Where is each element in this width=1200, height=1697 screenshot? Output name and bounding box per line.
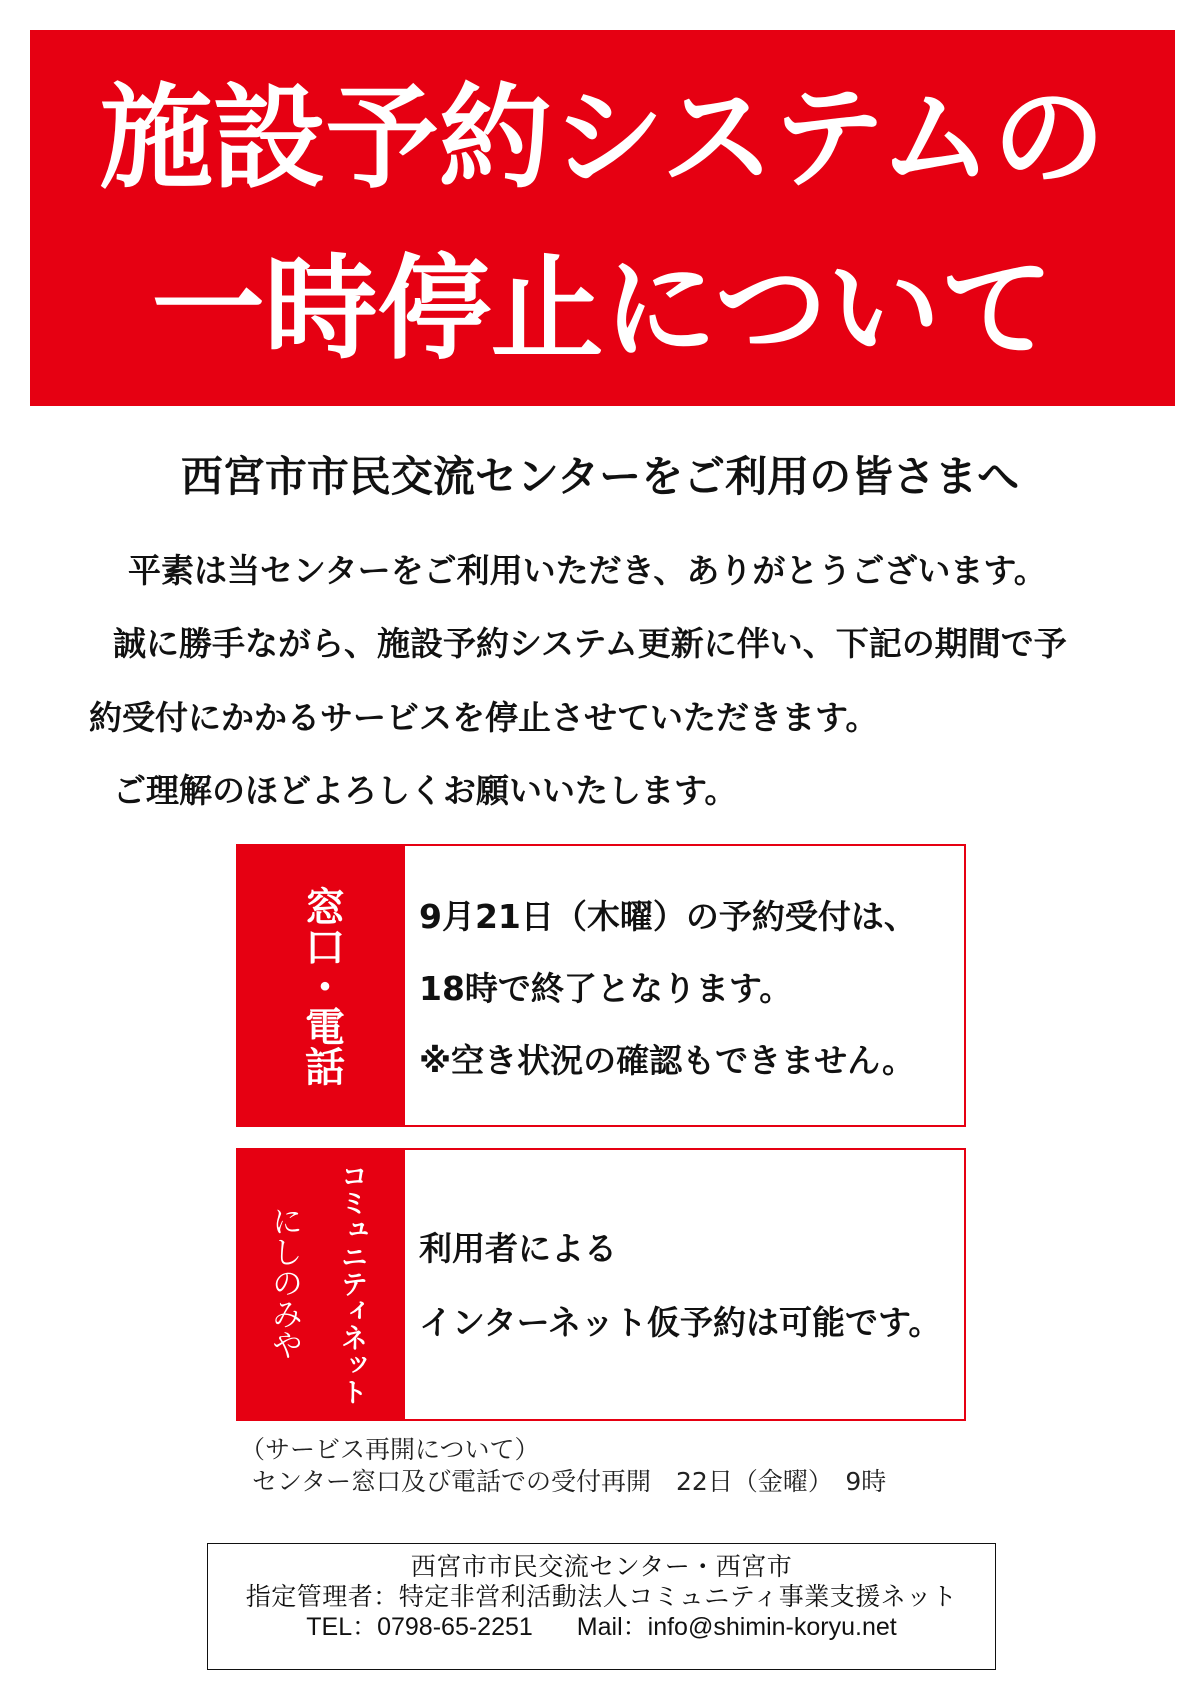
- intro-line-4: ご理解のほどよろしくお願いいたします。: [113, 771, 738, 810]
- notice-box-community-net: [236, 1148, 966, 1421]
- counter-phone-label: 窓口・電話: [298, 885, 345, 1086]
- footer-contact-line: [208, 1612, 995, 1642]
- title-line-1: 施設予約システムの: [99, 72, 1106, 204]
- intro-line-1: 平素は当センターをご利用いただき、ありがとうございます。: [128, 551, 1047, 590]
- footer-mail: Mail：info@shimin-koryu.net: [576, 1613, 897, 1641]
- title-line-2: 一時停止について: [151, 243, 1054, 375]
- community-net-label: コミュニティネット: [336, 1162, 367, 1405]
- intro-line-3: 約受付にかかるサービスを停止させていただきます。: [89, 698, 879, 737]
- footer-manager: 指定管理者：特定非営利活動法人コミュニティ事業支援ネット: [245, 1582, 958, 1611]
- notice-line-date: 9月21日（木曜）の予約受付は、: [419, 897, 917, 936]
- intro-line-2: 誠に勝手ながら、施設予約システム更新に伴い、下記の期間で予: [113, 624, 1067, 663]
- footer-tel: TEL：0798-65-2251: [306, 1613, 533, 1641]
- notice-line-internet-booking: インターネット仮予約は可能です。: [419, 1303, 942, 1342]
- notice-label-cell: [238, 1150, 405, 1419]
- contact-footer: [207, 1543, 996, 1670]
- resume-title: （サービス再開について）: [240, 1435, 540, 1464]
- nishinomiya-label: にしのみや: [266, 1205, 302, 1360]
- footer-organization: 西宮市市民交流センター・西宮市: [410, 1552, 793, 1581]
- notice-line-availability: ※空き状況の確認もできません。: [419, 1041, 916, 1080]
- greeting-heading: 西宮市市民交流センターをご利用の皆さまへ: [180, 452, 1020, 501]
- notice-label-cell: [238, 846, 405, 1125]
- resume-detail: センター窓口及び電話での受付再開 22日（金曜） 9時: [252, 1467, 887, 1496]
- notice-box-counter-phone: [236, 844, 966, 1127]
- notice-line-users: 利用者による: [419, 1229, 617, 1268]
- notice-line-end-time: 18時で終了となります。: [419, 969, 793, 1008]
- title-banner: [30, 30, 1175, 406]
